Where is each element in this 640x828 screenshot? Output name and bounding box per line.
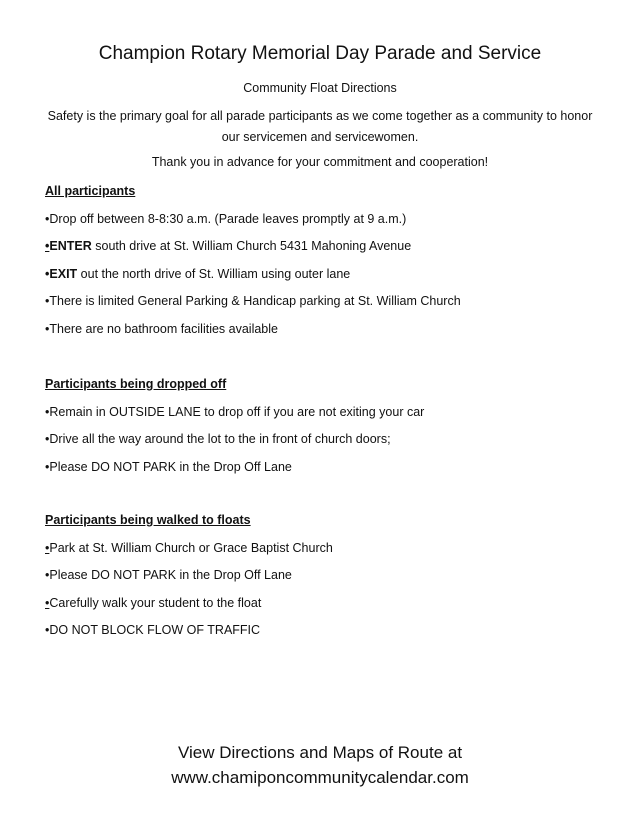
bullet-icon: • [45, 404, 50, 419]
item-text: DO NOT BLOCK FLOW OF TRAFFIC [49, 623, 261, 637]
list-item [45, 265, 605, 283]
item-text: Park at St. William Church or Grace Baptist Church [49, 540, 333, 555]
section-dropped-off [45, 375, 605, 476]
page-subtitle: Community Float Directions [243, 81, 397, 95]
list-item [45, 430, 605, 448]
section-all-participants [45, 182, 605, 338]
list-item [45, 320, 605, 338]
bullet-icon: • [45, 239, 50, 253]
item-text: Remain in OUTSIDE LANE to drop off if you are not exiting your car [49, 404, 425, 419]
item-strong-text: ENTER [49, 239, 92, 253]
list-item [45, 403, 605, 421]
list-item [45, 458, 605, 476]
bullet-icon: • [45, 294, 50, 308]
bullet-icon: • [45, 459, 50, 474]
list-item [45, 292, 605, 310]
bullet-icon: • [45, 568, 50, 582]
bullet-icon: • [45, 623, 50, 637]
list-item [45, 621, 605, 639]
item-text: out the north drive of St. William using outer lane [77, 266, 351, 281]
item-text: Drive all the way around the lot to the in front of church doors; [49, 432, 391, 446]
footer-line-1: View Directions and Maps of Route at [177, 743, 463, 762]
item-text: There is limited General Parking & Handicap parking at St. William Church [49, 294, 461, 308]
intro-paragraph: Safety is the primary goal for all parade participants as we come together as a community to honor our servicemen and servicewomen. [47, 109, 593, 144]
footer-website-link[interactable]: www.chamiponcommunitycalendar.com [171, 768, 469, 787]
section-heading: All participants [45, 184, 136, 198]
item-text: Carefully walk your student to the float [49, 595, 262, 610]
thanks-line: Thank you in advance for your commitment and cooperation! [151, 155, 489, 169]
list-item [45, 237, 605, 255]
bullet-icon: • [45, 266, 50, 281]
item-text: Drop off between 8-8:30 a.m. (Parade leaves promptly at 9 a.m.) [49, 211, 407, 226]
section-heading: Participants being dropped off [45, 377, 227, 391]
item-text: Please DO NOT PARK in the Drop Off Lane [49, 568, 292, 582]
section-heading: Participants being walked to floats [45, 513, 251, 527]
footer [0, 740, 640, 790]
page-title: Champion Rotary Memorial Day Parade and Service [98, 43, 542, 64]
list-item [45, 210, 605, 228]
item-text: Please DO NOT PARK in the Drop Off Lane [49, 459, 292, 474]
list-item [45, 539, 605, 557]
section-walked-to-floats [45, 511, 605, 639]
item-text: There are no bathroom facilities available [49, 321, 278, 336]
bullet-icon: • [45, 595, 50, 610]
item-text: south drive at St. William Church 5431 Mahoning Avenue [91, 239, 412, 253]
bullet-icon: • [45, 211, 50, 226]
bullet-icon: • [45, 540, 50, 555]
bullet-icon: • [45, 321, 50, 336]
list-item [45, 594, 605, 612]
item-strong-text: EXIT [49, 266, 78, 281]
list-item [45, 566, 605, 584]
bullet-icon: • [45, 432, 50, 446]
